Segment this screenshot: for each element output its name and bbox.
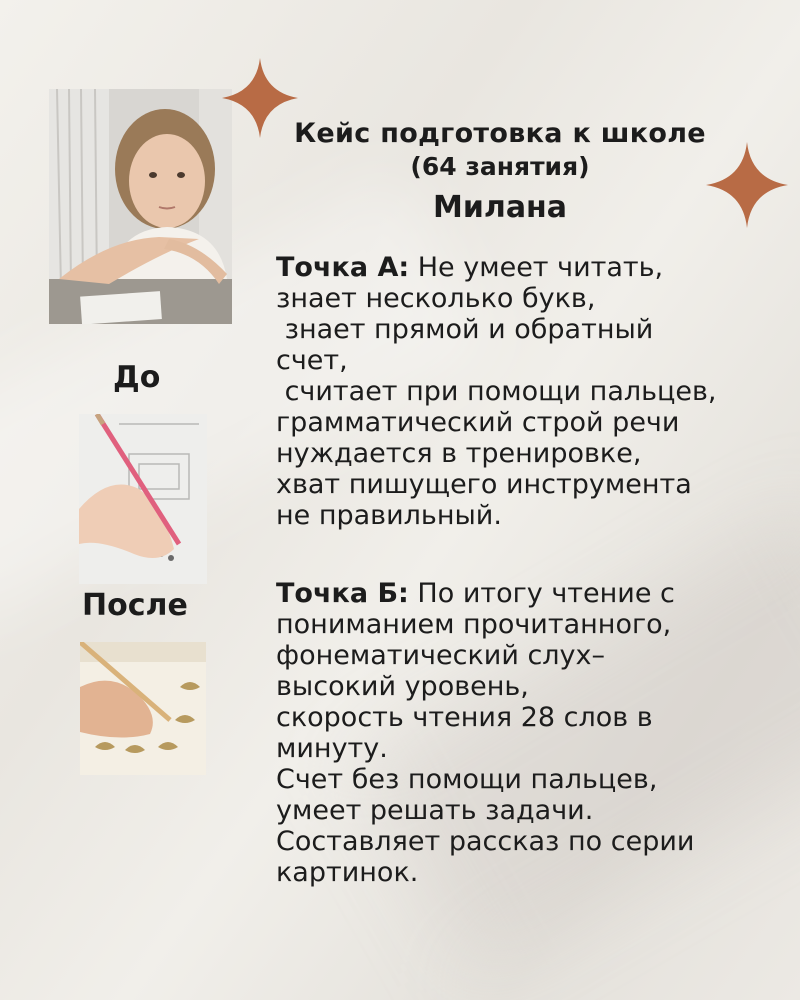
point-b-line: умеет решать задачи. xyxy=(276,795,594,826)
case-title: Кейс подготовка к школе xyxy=(294,118,706,149)
point-b-line: картинок. xyxy=(276,857,419,888)
point-a-first-text: Не умеет читать, xyxy=(409,252,664,283)
point-a-first-line xyxy=(276,252,796,283)
point-b-block xyxy=(276,578,796,888)
point-b-line: минуту. xyxy=(276,733,388,764)
point-a-line: грамматический строй речи xyxy=(276,407,680,438)
point-b-line: пониманием прочитанного, xyxy=(276,609,672,640)
point-b-line: скорость чтения 28 слов в xyxy=(276,702,653,733)
point-a-line: не правильный. xyxy=(276,500,502,531)
point-a-line: считает при помощи пальцев, xyxy=(276,376,717,407)
point-a-heading: Точка А: xyxy=(276,252,410,283)
point-b-first-text: По итогу чтение с xyxy=(408,578,675,609)
point-a-line: счет, xyxy=(276,345,348,376)
before-label: До xyxy=(113,360,161,395)
point-b-line: фонематический слух– xyxy=(276,640,606,671)
point-b-heading: Точка Б: xyxy=(276,578,409,609)
point-b-line: Составляет рассказ по серии xyxy=(276,826,695,857)
point-a-block xyxy=(276,252,796,531)
student-photo xyxy=(49,89,232,324)
point-b-first-line xyxy=(276,578,796,609)
student-name: Милана xyxy=(432,190,568,225)
lesson-count: (64 занятия) xyxy=(410,152,590,181)
point-a-line: знает прямой и обратный xyxy=(276,314,654,345)
point-b-line: Счет без помощи пальцев, xyxy=(276,764,658,795)
after-label: После xyxy=(82,588,188,623)
before-photo xyxy=(79,414,207,584)
point-a-line: знает несколько букв, xyxy=(276,283,596,314)
point-b-line: высокий уровень, xyxy=(276,671,529,702)
point-a-line: хват пишущего инструмента xyxy=(276,469,692,500)
after-photo xyxy=(80,642,206,775)
point-a-line: нуждается в тренировке, xyxy=(276,438,642,469)
